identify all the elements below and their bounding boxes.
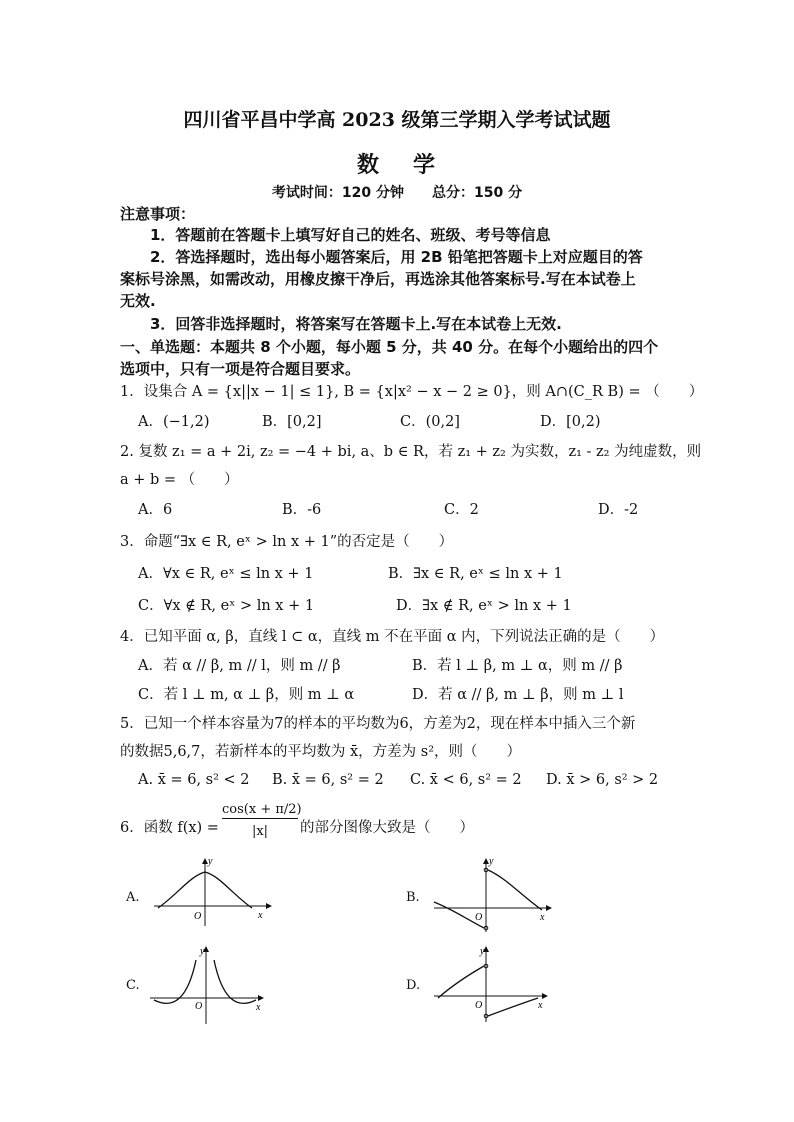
q6-suffix: 的部分图像大致是（ ） — [300, 820, 474, 836]
q2-option-b: B．-6 — [282, 502, 322, 518]
q2-option-d: D．-2 — [598, 502, 639, 518]
q2-stem: 2. 复数 z₁ = a + 2i, z₂ = −4 + bi, a、b ∈ R，若 z₁ + z₂ 为实数，z₁ - z₂ 为纯虚数，则 — [120, 444, 702, 460]
q5-stem: 5．已知一个样本容量为7的样本的平均数为6，方差为2，现在样本中插入三个新 — [120, 716, 636, 732]
graph-c-x-label: x — [256, 1002, 261, 1013]
q3-option-a: A．∀x ∈ R, eˣ ≤ ln x + 1 — [138, 566, 314, 582]
note-3: 3．回答非选择题时，将答案写在答题卡上.写在本试卷上无效. — [150, 315, 562, 333]
q5-option-b: B. x̄ = 6, s² = 2 — [272, 772, 384, 788]
q6-prefix: 6．函数 f(x) = — [120, 820, 219, 836]
q4-stem: 4．已知平面 α, β，直线 l ⊂ α，直线 m 不在平面 α 内，下列说法正确的是（ ） — [120, 629, 665, 645]
graph-c-x-arrow — [258, 995, 264, 1001]
q3-option-b: B．∃x ∈ R, eˣ ≤ ln x + 1 — [388, 566, 563, 582]
subject-title: 数 学 — [356, 152, 438, 178]
q4-option-b: B．若 l ⊥ β, m ⊥ α，则 m // β — [412, 658, 623, 674]
q2-option-c: C．2 — [444, 502, 479, 518]
q1-stem: 1．设集合 A = {x||x − 1| ≤ 1}, B = {x|x² − x − 2 ≥ 0}，则 A∩(C_R B) = （ ） — [120, 384, 704, 400]
graph-d-x-label: x — [538, 1000, 543, 1011]
graph-b — [430, 856, 555, 936]
graph-b-curve-right — [488, 870, 542, 910]
q3-option-d: D．∃x ∉ R, eˣ > ln x + 1 — [396, 598, 572, 614]
q2-option-a: A．6 — [138, 502, 173, 518]
graph-d-curve-left — [438, 966, 484, 998]
graph-a-x-label: x — [258, 910, 263, 921]
graph-a-origin: O — [194, 911, 202, 922]
notes-heading: 注意事项： — [120, 205, 196, 223]
q6-denominator: |x| — [251, 824, 269, 839]
q5-stem2: 的数据5,6,7，若新样本的平均数为 x̄，方差为 s²，则（ ） — [120, 744, 522, 760]
note-2b: 案标号涂黑，如需改动，用橡皮擦干净后，再选涂其他答案标号.写在本试卷上 — [120, 270, 636, 288]
q6-numerator: cos(x + π/2) — [222, 802, 302, 817]
exam-title: 四川省平昌中学高 2023 级第三学期入学考试试题 — [183, 109, 611, 131]
graph-c-origin: O — [195, 1001, 203, 1012]
section-1-line2: 选项中，只有一项是符合题目要求。 — [120, 360, 361, 378]
note-2c: 无效. — [120, 292, 156, 310]
q1-option-d: D．[0,2) — [540, 414, 601, 430]
exam-time-score: 考试时间：120 分钟 总分：150 分 — [271, 185, 523, 201]
graph-b-y-label: y — [489, 856, 494, 867]
graph-c-label: C. — [126, 978, 140, 993]
q3-option-c: C．∀x ∉ R, eˣ > ln x + 1 — [138, 598, 315, 614]
graph-b-label: B. — [406, 890, 420, 905]
q4-option-a: A．若 α // β, m // l，则 m // β — [138, 658, 341, 674]
q5-option-d: D. x̄ > 6, s² > 2 — [546, 772, 659, 788]
graph-d-x-arrow — [542, 993, 548, 999]
q1-option-a: A．(−1,2) — [138, 414, 210, 430]
graph-b-x-label: x — [540, 912, 545, 923]
graph-c-curve-right — [214, 960, 256, 1003]
graph-d-label: D. — [406, 978, 421, 993]
q4-option-c: C．若 l ⊥ m, α ⊥ β，则 m ⊥ α — [138, 687, 355, 703]
graph-c-y-label: y — [200, 946, 205, 957]
graph-c-curve-left — [154, 960, 196, 1003]
q2-stem2: a + b = （ ） — [120, 472, 239, 488]
graph-b-origin: O — [475, 912, 483, 923]
graph-d-curve-right — [488, 998, 538, 1016]
q1-option-c: C．(0,2] — [400, 414, 460, 430]
graph-a-y-label: y — [208, 856, 213, 867]
graph-a-x-arrow — [266, 903, 272, 909]
graph-d — [430, 946, 555, 1026]
note-1: 1．答题前在答题卡上填写好自己的姓名、班级、考号等信息 — [150, 226, 551, 244]
note-2a: 2．答选择题时，选出每小题答案后，用 2B 铅笔把答题卡上对应题目的答 — [150, 248, 643, 266]
q4-option-d: D．若 α // β, m ⊥ β，则 m ⊥ l — [412, 687, 624, 703]
graph-d-y-label: y — [480, 946, 485, 957]
graph-b-x-arrow — [546, 905, 552, 911]
q5-option-c: C. x̄ < 6, s² = 2 — [410, 772, 522, 788]
graph-a — [150, 856, 270, 930]
q3-stem: 3．命题“∃x ∈ R, eˣ > ln x + 1”的否定是（ ） — [120, 534, 454, 550]
graph-a-label: A. — [126, 890, 140, 905]
graph-d-origin: O — [475, 1000, 483, 1011]
section-1-line1: 一、单选题：本题共 8 个小题，每小题 5 分，共 40 分。在每个小题给出的四个 — [120, 338, 659, 356]
q5-option-a: A. x̄ = 6, s² < 2 — [138, 772, 250, 788]
q1-option-b: B．[0,2] — [262, 414, 322, 430]
graph-c — [150, 946, 275, 1026]
